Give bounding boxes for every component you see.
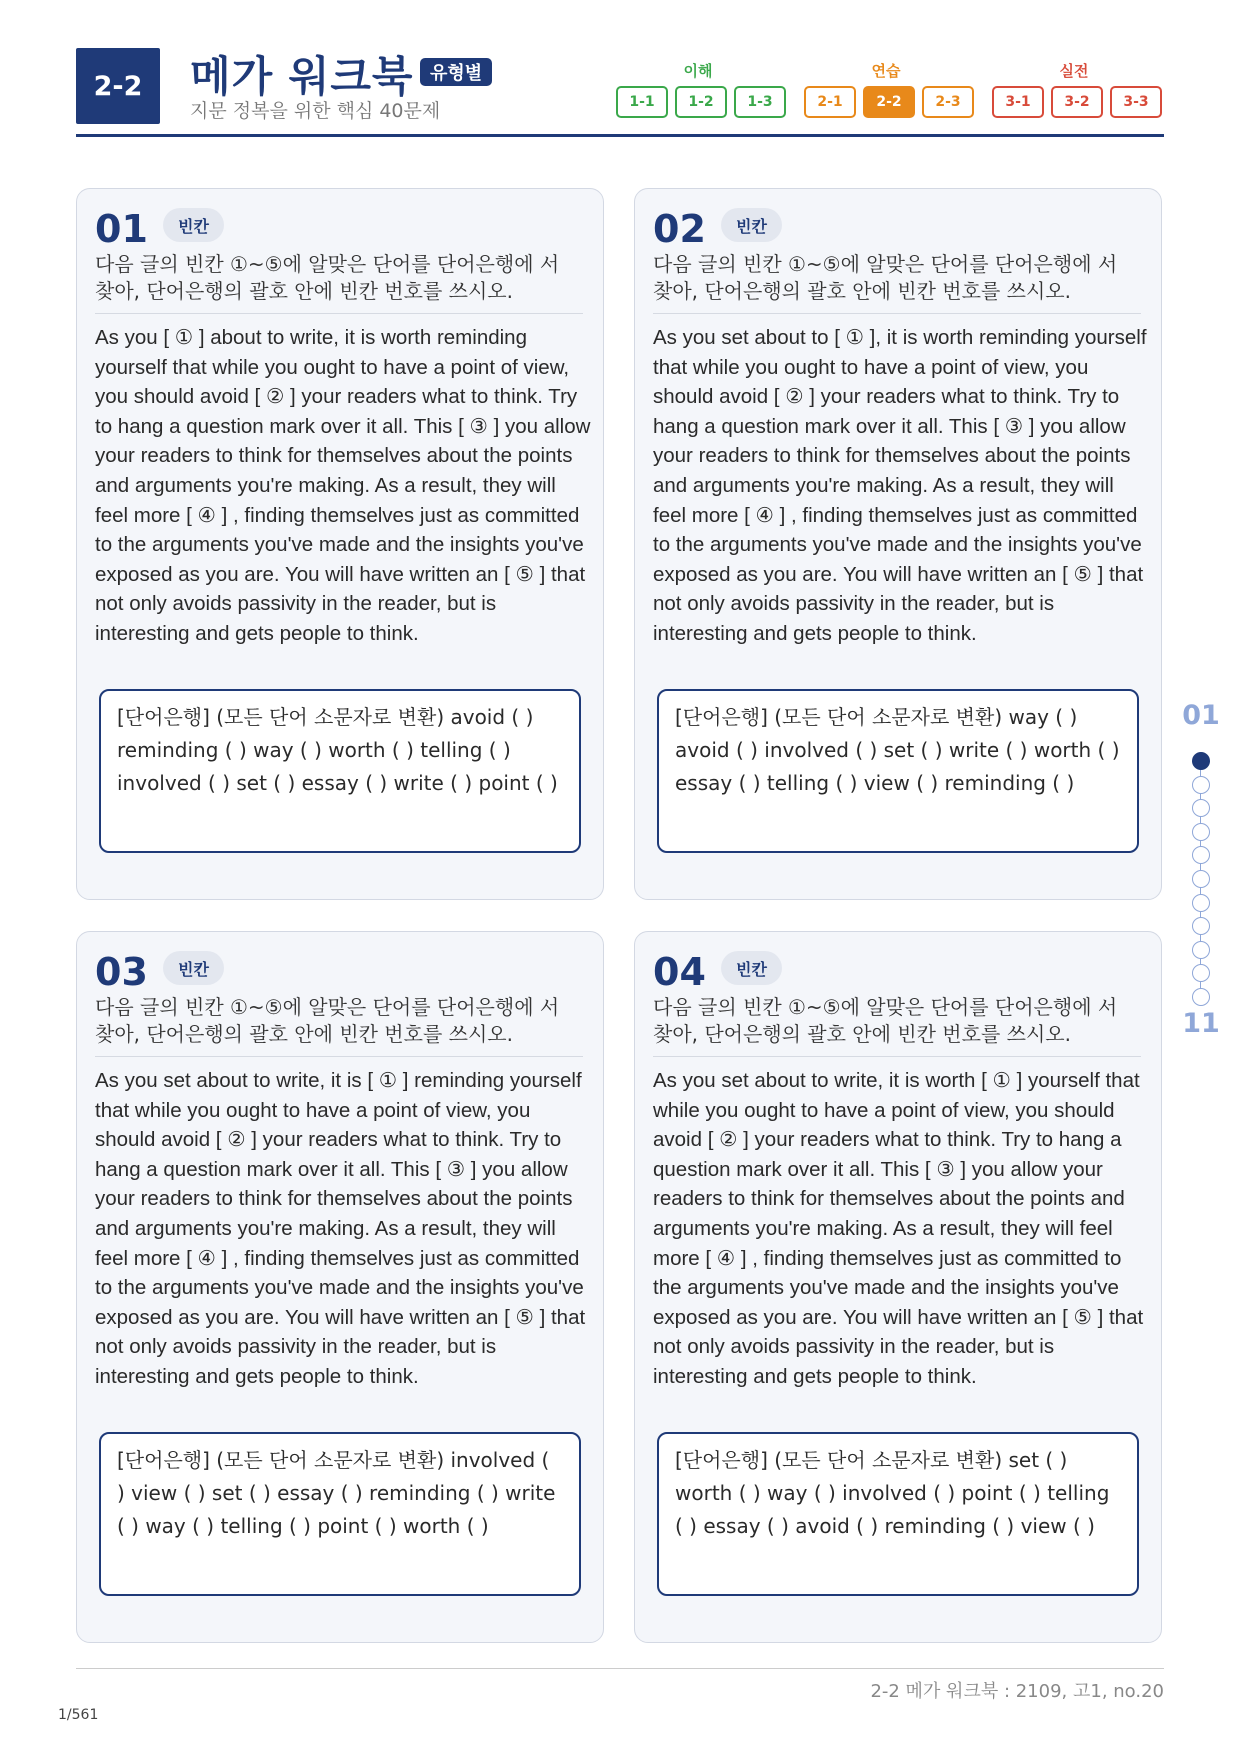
word-bank: [단어은행] (모든 단어 소문자로 변환) avoid ( ) reminding ( ) way ( ) worth ( ) telling ( ) involved ( ) set ( ) essay ( ) write ( ) point ( ) <box>99 689 581 853</box>
question-number: 04 <box>653 950 706 994</box>
level-label-practice: 연습 <box>871 62 901 80</box>
side-nav-end: 11 <box>1182 1008 1220 1039</box>
question-instruction: 다음 글의 빈칸 ①~⑤에 알맞은 단어를 단어은행에 서 찾아, 단어은행의 괄호 안에 빈칸 번호를 쓰시오. <box>95 252 560 303</box>
level-button-3-1[interactable]: 3-1 <box>992 86 1044 118</box>
question-type-tag: 빈칸 <box>163 208 224 242</box>
footer-source: 2-2 메가 워크북 : 2109, 고1, no.20 <box>870 1681 1164 1702</box>
word-bank: [단어은행] (모든 단어 소문자로 변환) way ( ) avoid ( ) involved ( ) set ( ) write ( ) worth ( ) essay ( ) telling ( ) view ( ) reminding ( ) <box>657 689 1139 853</box>
level-button-2-1[interactable]: 2-1 <box>804 86 856 118</box>
page-number: 1/561 <box>58 1707 99 1723</box>
book-subtitle: 지문 정복을 위한 핵심 40문제 <box>190 100 441 122</box>
level-label-real: 실전 <box>1059 62 1089 80</box>
level-button-3-2[interactable]: 3-2 <box>1051 86 1103 118</box>
passage-text: As you set about to write, it is worth [ ① ] yourself that while you ought to have a point of view, you should avoid [ ② ] your readers what to think. Try to hang a question mark over it all. This [ ③ ] you allow your readers to think for themselves about the points and arguments you're making. As a result, they will feel more [ ④ ] , finding themselves just as committed to the arguments you've made and the insights you've exposed as you are. You will have written an [ ⑤ ] that not only avoids passivity in the reader, but is interesting and gets people to think. <box>653 1069 1144 1388</box>
side-nav-dot[interactable] <box>1192 752 1210 770</box>
footer-divider <box>76 1668 1164 1669</box>
level-button-1-2[interactable]: 1-2 <box>675 86 727 118</box>
divider <box>653 1056 1141 1057</box>
side-nav-dot[interactable] <box>1192 846 1210 864</box>
word-bank: [단어은행] (모든 단어 소문자로 변환) involved ( ) view ( ) set ( ) essay ( ) reminding ( ) write ( ) way ( ) telling ( ) point ( ) worth ( ) <box>99 1432 581 1596</box>
question-instruction: 다음 글의 빈칸 ①~⑤에 알맞은 단어를 단어은행에 서 찾아, 단어은행의 괄호 안에 빈칸 번호를 쓰시오. <box>653 252 1118 303</box>
side-nav-dot[interactable] <box>1192 799 1210 817</box>
passage-text: As you set about to [ ① ], it is worth reminding yourself that while you ought to have a point of view, you should avoid [ ② ] your readers what to think. Try to hang a question mark over it all. This [ ③ ] you allow your readers to think for themselves about the points and arguments you're making. As a result, they will feel more [ ④ ] , finding themselves just as committed to the arguments you've made and the insights you've exposed as you are. You will have written an [ ⑤ ] that not only avoids passivity in the reader, but is interesting and gets people to think. <box>653 326 1147 645</box>
word-bank: [단어은행] (모든 단어 소문자로 변환) set ( ) worth ( ) way ( ) involved ( ) point ( ) telling ( ) essay ( ) avoid ( ) reminding ( ) view ( ) <box>657 1432 1139 1596</box>
level-label-understand: 이해 <box>683 62 713 80</box>
level-button-2-3[interactable]: 2-3 <box>922 86 974 118</box>
passage-text: As you [ ① ] about to write, it is worth reminding yourself that while you ought to have a point of view, you should avoid [ ② ] your readers what to think. Try to hang a question mark over it all. This [ ③ ] you allow your readers to think for themselves about the points and arguments you're making. As a result, they will feel more [ ④ ] , finding themselves just as committed to the arguments you've made and the insights you've exposed as you are. You will have written an [ ⑤ ] that not only avoids passivity in the reader, but is interesting and gets people to think. <box>95 326 591 645</box>
question-card <box>76 931 604 1643</box>
question-number: 03 <box>95 950 148 994</box>
question-instruction: 다음 글의 빈칸 ①~⑤에 알맞은 단어를 단어은행에 서 찾아, 단어은행의 괄호 안에 빈칸 번호를 쓰시오. <box>653 995 1118 1046</box>
unit-badge: 2-2 <box>76 48 160 124</box>
header-divider <box>76 134 1164 137</box>
side-nav-dot[interactable] <box>1192 776 1210 794</box>
question-type-tag: 빈칸 <box>163 951 224 985</box>
question-number: 01 <box>95 207 148 251</box>
passage-text: As you set about to write, it is [ ① ] reminding yourself that while you ought to have a point of view, you should avoid [ ② ] your readers what to think. Try to hang a question mark over it all. This [ ③ ] you allow your readers to think for themselves about the points and arguments you're making. As a result, they will feel more [ ④ ] , finding themselves just as committed to the arguments you've made and the insights you've exposed as you are. You will have written an [ ⑤ ] that not only avoids passivity in the reader, but is interesting and gets people to think. <box>95 1069 586 1388</box>
question-card <box>634 931 1162 1643</box>
level-button-1-3[interactable]: 1-3 <box>734 86 786 118</box>
level-button-3-3[interactable]: 3-3 <box>1110 86 1162 118</box>
side-nav-dot[interactable] <box>1192 870 1210 888</box>
question-card <box>76 188 604 900</box>
question-type-tag: 빈칸 <box>721 208 782 242</box>
type-badge: 유형별 <box>420 58 492 86</box>
question-type-tag: 빈칸 <box>721 951 782 985</box>
level-button-1-1[interactable]: 1-1 <box>616 86 668 118</box>
question-instruction: 다음 글의 빈칸 ①~⑤에 알맞은 단어를 단어은행에 서 찾아, 단어은행의 괄호 안에 빈칸 번호를 쓰시오. <box>95 995 560 1046</box>
side-nav-dot[interactable] <box>1192 988 1210 1006</box>
divider <box>95 1056 583 1057</box>
question-number: 02 <box>653 207 706 251</box>
side-nav-dot[interactable] <box>1192 964 1210 982</box>
side-nav-dot[interactable] <box>1192 917 1210 935</box>
side-nav-start: 01 <box>1182 700 1220 731</box>
divider <box>653 313 1141 314</box>
side-nav-dot[interactable] <box>1192 823 1210 841</box>
divider <box>95 313 583 314</box>
side-nav-dot[interactable] <box>1192 941 1210 959</box>
side-nav-dot[interactable] <box>1192 894 1210 912</box>
question-card <box>634 188 1162 900</box>
level-button-2-2[interactable]: 2-2 <box>863 86 915 118</box>
book-title: 메가 워크북 <box>190 52 414 101</box>
